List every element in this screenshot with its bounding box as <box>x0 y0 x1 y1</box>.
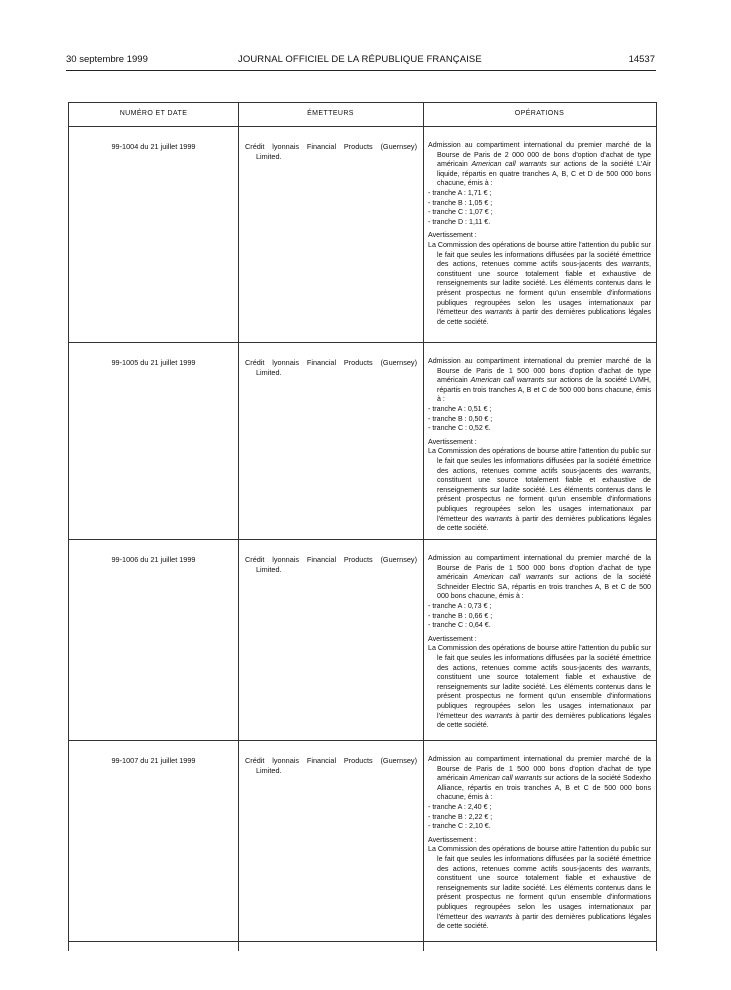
tranche-line: - tranche B : 2,22 € ; <box>428 812 493 821</box>
row-issuer <box>245 142 417 161</box>
column-header-numero: NUMÉRO ET DATE <box>119 110 188 117</box>
row-operations <box>428 141 651 327</box>
warning-text: La Commission des opérations de bourse attire l'attention du public sur le fait que seules les informations diffusées par la société émettrice des actions, retenues comme actifs sous-jacents des warrants, constituent une source totalement fiable et exhaustive de renseignements sur ladite société. Les éléments contenus dans le présent prospectus ne forment qu'un ensemble d'informations publiques regroupées selon les usages internationaux par l'émetteur des warrants à partir des dernières publications légales de cette société. <box>428 240 651 326</box>
tranche-line: - tranche D : 1,11 €. <box>428 217 491 226</box>
issuer-suffix: Limited. <box>256 765 282 775</box>
tranche-line: - tranche B : 0,50 € ; <box>428 414 493 423</box>
issuer-name: Crédit lyonnais Financial Products (Guernsey) <box>245 555 417 564</box>
admission-text: Admission au compartiment international du premier marché de la Bourse de Paris de 1 500 000 bons d'option d'achat de type américain American call warrants sur actions de la société LVMH, répartis en trois tranches A, B et C de 500 000 bons chacune, émis à : <box>428 357 652 404</box>
tranche-line: - tranche A : 2,40 € ; <box>428 802 492 811</box>
row-number-date: 99-1006 du 21 juillet 1999 <box>111 555 196 564</box>
column-header-emetteurs: ÉMETTEURS <box>307 110 354 117</box>
issuer-suffix: Limited. <box>256 151 282 161</box>
tranche-line: - tranche A : 0,73 € ; <box>428 601 492 610</box>
issuer-suffix: Limited. <box>256 564 282 574</box>
warning-text: La Commission des opérations de bourse attire l'attention du public sur le fait que seules les informations diffusées par la société émettrice des actions, retenues comme actifs sous-jacents des warrants, constituent une source totalement fiable et exhaustive de renseignements sur ladite société. Les éléments contenus dans le présent prospectus ne forment qu'un ensemble d'informations publiques regroupées selon les usages internationaux par l'émetteur des warrants à partir des dernières publications légales de cette société. <box>428 644 651 730</box>
tranche-line: - tranche C : 0,52 €. <box>428 424 491 433</box>
header-rule <box>66 70 656 71</box>
warning-text: La Commission des opérations de bourse attire l'attention du public sur le fait que seules les informations diffusées par la société émettrice des actions, retenues comme actifs sous-jacents des warrants, constituent une source totalement fiable et exhaustive de renseignements sur ladite société. Les éléments contenus dans le présent prospectus ne forment qu'un ensemble d'informations publiques regroupées selon les usages internationaux par l'émetteur des warrants à partir des dernières publications légales de cette société. <box>428 447 651 533</box>
row-issuer <box>245 358 417 377</box>
tranche-line: - tranche A : 1,71 € ; <box>428 188 492 197</box>
row-issuer <box>245 756 417 775</box>
table-row <box>69 343 656 540</box>
table-row <box>69 540 656 741</box>
row-operations <box>428 554 651 731</box>
admission-text: Admission au compartiment international du premier marché de la Bourse de Paris de 1 500 000 bons d'option d'achat de type américain American call warrants sur actions de la société Schneider Electric SA, répartis en trois tranches A, B et C de 500 000 bons chacune, émis à : <box>428 554 651 601</box>
row-number-date: 99-1004 du 21 juillet 1999 <box>111 142 196 151</box>
row-operations <box>428 755 651 932</box>
issuer-suffix: Limited. <box>256 367 282 377</box>
row-number-date: 99-1007 du 21 juillet 1999 <box>111 756 196 765</box>
tranche-line: - tranche A : 0,51 € ; <box>428 404 492 413</box>
tranche-line: - tranche B : 0,66 € ; <box>428 611 493 620</box>
header-date: 30 septembre 1999 <box>66 54 148 65</box>
table-header <box>69 103 656 127</box>
operations-table <box>68 102 657 951</box>
tranche-line: - tranche C : 1,07 € ; <box>428 208 493 217</box>
page-number: 14537 <box>628 54 655 65</box>
table-row <box>69 741 656 942</box>
warning-heading: Avertissement : <box>428 835 477 844</box>
issuer-name: Crédit lyonnais Financial Products (Guernsey) <box>245 358 417 367</box>
tranche-line: - tranche B : 1,05 € ; <box>428 198 493 207</box>
column-header-operations: OPÉRATIONS <box>514 110 565 117</box>
issuer-name: Crédit lyonnais Financial Products (Guernsey) <box>245 142 417 151</box>
row-number-date: 99-1005 du 21 juillet 1999 <box>111 358 196 367</box>
admission-text: Admission au compartiment international du premier marché de la Bourse de Paris de 1 500 000 bons d'option d'achat de type américain American call warrants sur actions de la société Sodexho Alliance, répartis en trois tranches A, B et C de 500 000 bons chacune, émis à : <box>428 755 651 802</box>
warning-heading: Avertissement : <box>428 437 477 446</box>
warning-text: La Commission des opérations de bourse attire l'attention du public sur le fait que seules les informations diffusées par la société émettrice des actions, retenues comme actifs sous-jacents des warrants, constituent une source totalement fiable et exhaustive de renseignements sur ladite société. Les éléments contenus dans le présent prospectus ne forment qu'un ensemble d'informations publiques regroupées selon les usages internationaux par l'émetteur des warrants à partir des dernières publications légales de cette société. <box>428 845 651 931</box>
row-operations <box>428 357 651 534</box>
table-row <box>69 127 656 343</box>
issuer-name: Crédit lyonnais Financial Products (Guernsey) <box>245 756 417 765</box>
tranche-line: - tranche C : 2,10 €. <box>428 822 491 831</box>
row-issuer <box>245 555 417 574</box>
tranche-line: - tranche C : 0,64 €. <box>428 621 491 630</box>
warning-heading: Avertissement : <box>428 231 477 240</box>
warning-heading: Avertissement : <box>428 634 477 643</box>
admission-text: Admission au compartiment international du premier marché de la Bourse de Paris de 2 000 000 de bons d'option d'achat de type américain American call warrants sur actions de la société L'Air liquide, répartis en quatre tranches A, B, C et D de 500 000 bons chacune, émis à : <box>428 141 652 188</box>
journal-title: JOURNAL OFFICIEL DE LA RÉPUBLIQUE FRANÇAISE <box>238 54 482 65</box>
